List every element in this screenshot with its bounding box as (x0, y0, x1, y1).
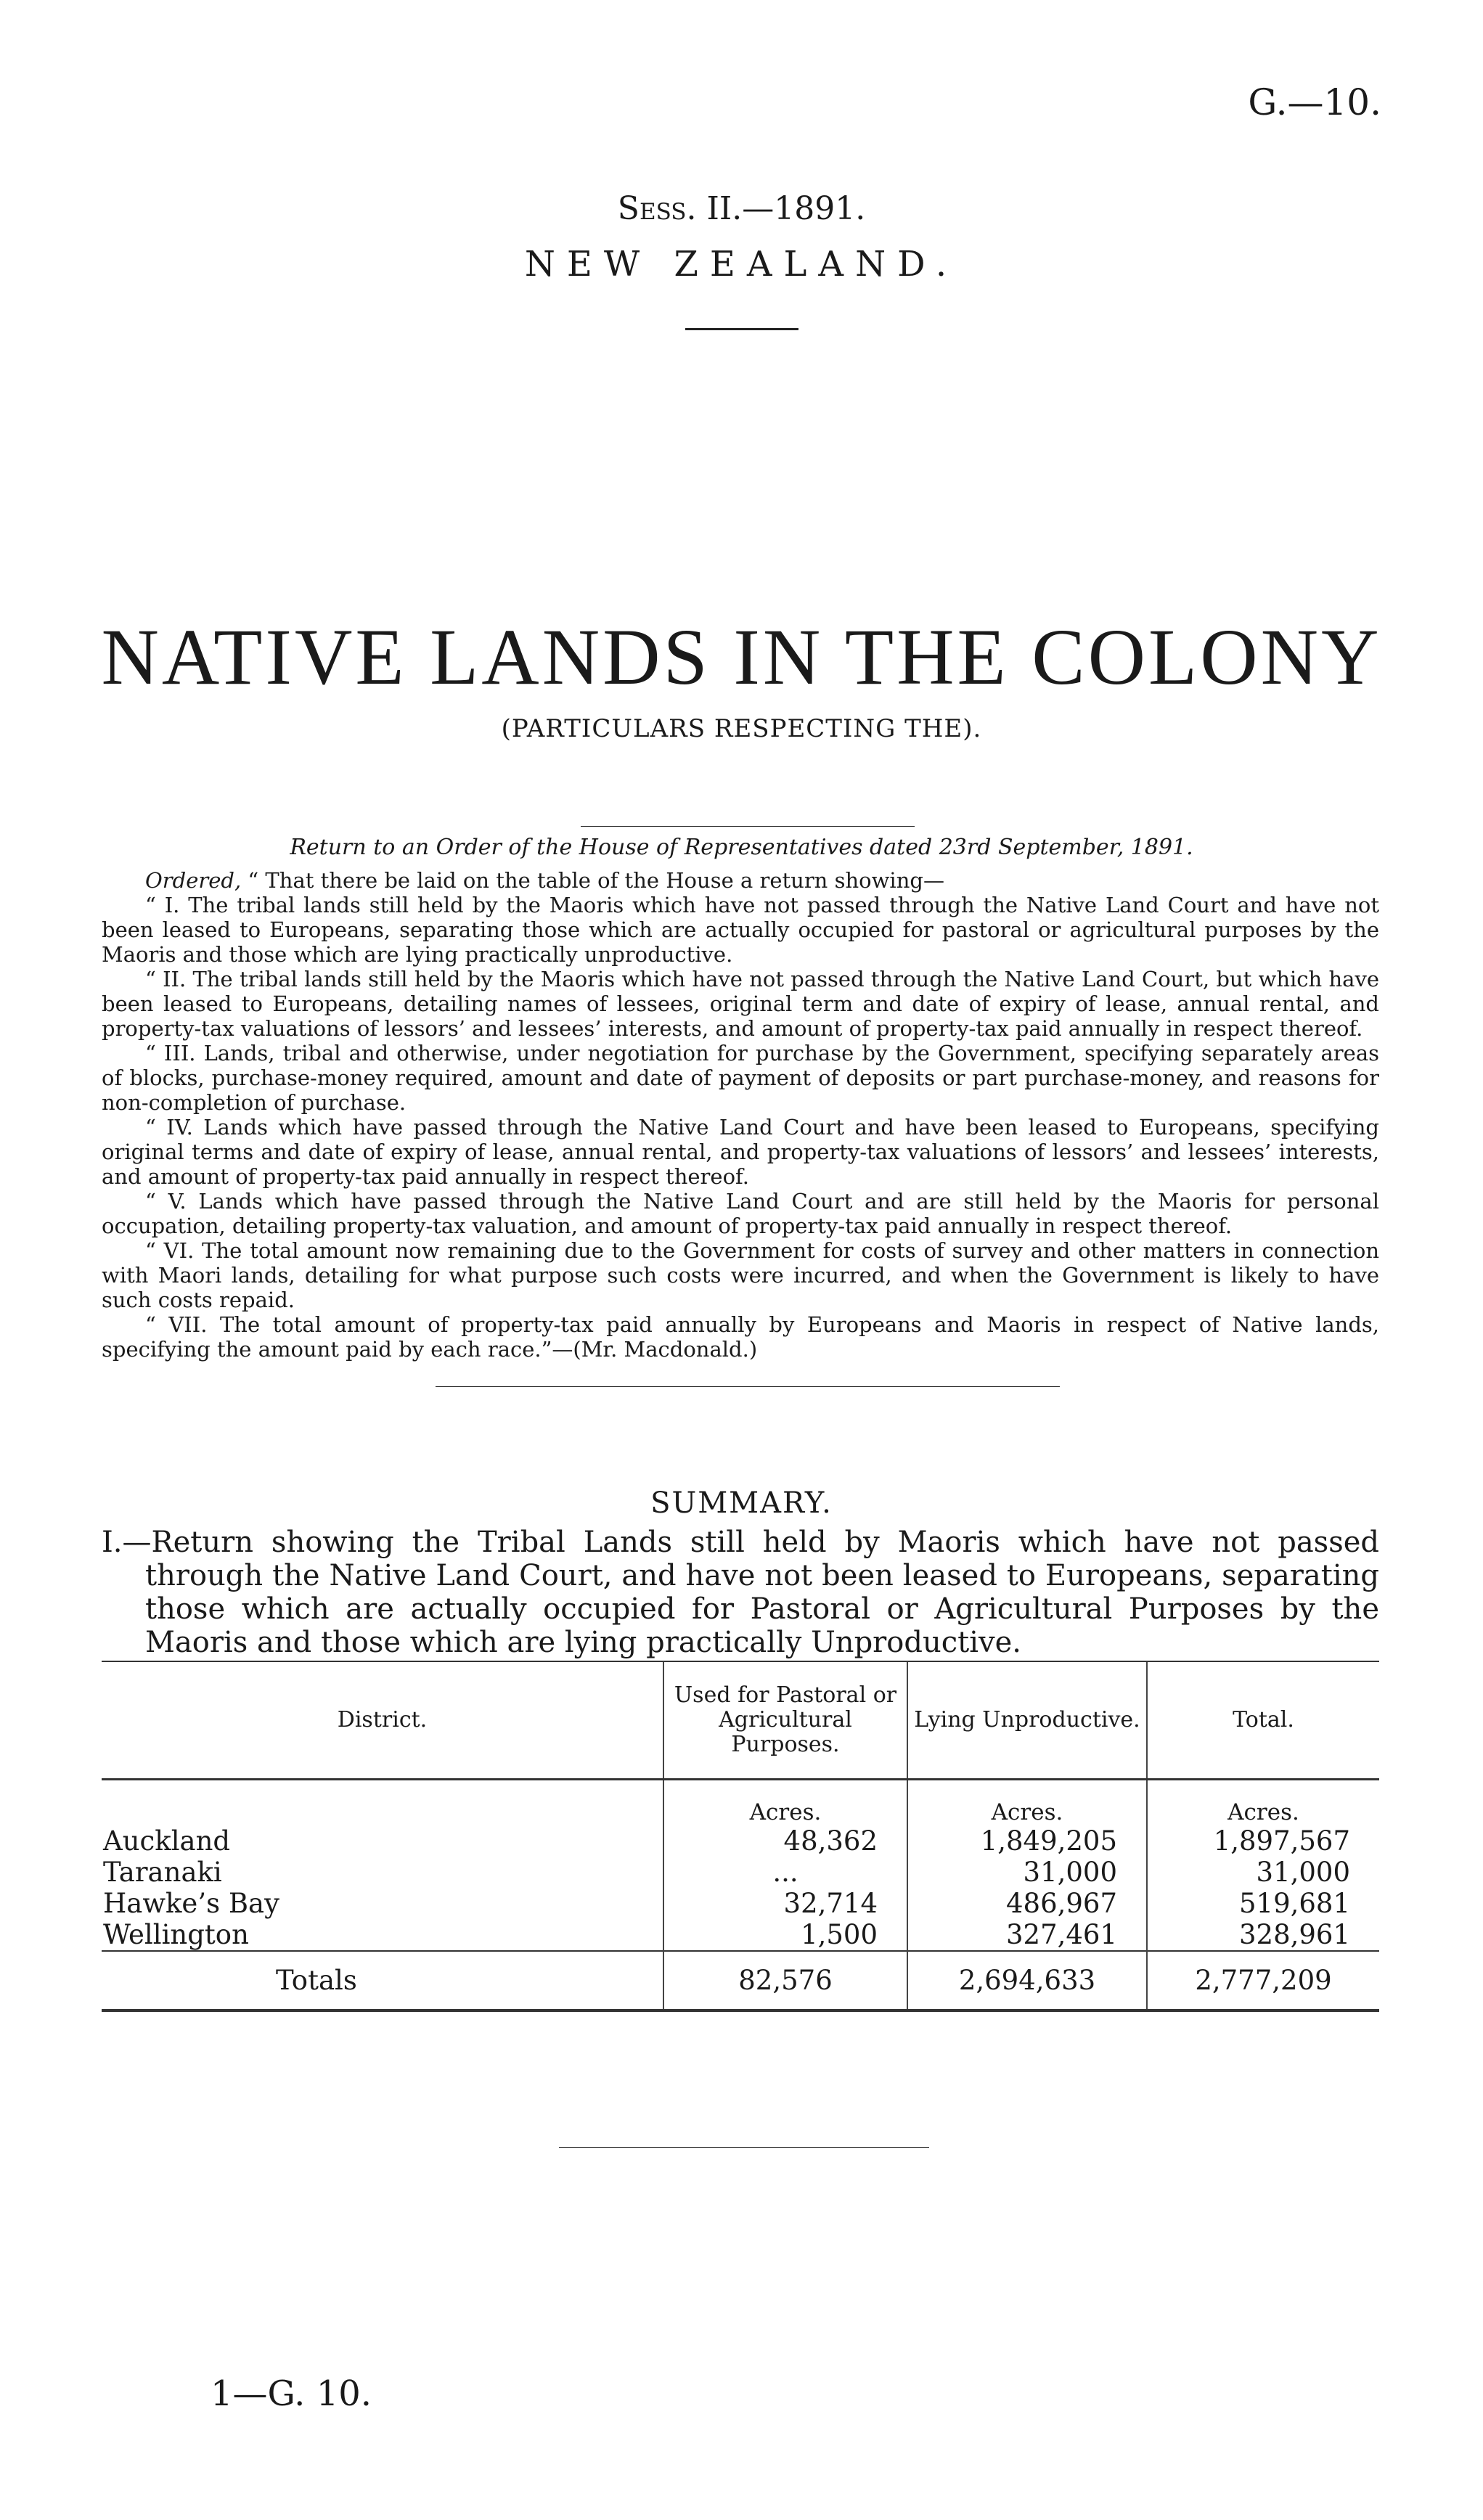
row-unproductive: 1,849,205 (907, 1825, 1147, 1857)
header-used: Used for Pastoral or Agricultural Purposes. (663, 1661, 907, 1780)
closing-divider (559, 2147, 929, 2148)
totals-used: 82,576 (663, 1951, 907, 2010)
units-total: Acres. (1147, 1780, 1379, 1826)
order-divider (436, 1386, 1060, 1387)
row-district: Hawke’s Bay (103, 1888, 279, 1919)
row-used: 1,500 (663, 1919, 907, 1951)
row-unproductive: 31,000 (907, 1857, 1147, 1888)
order-intro-label: Ordered, (145, 868, 242, 893)
summary-table (102, 1661, 1379, 2012)
header-district: District. (102, 1661, 663, 1780)
order-item: “ I. The tribal lands still held by the Maoris which have not passed through the Native Land Court and have not been leased to Europeans, separating those which are actually occupied for pastoral or agricultural purposes by the Maoris and those which are lying practically unproductive. (102, 893, 1379, 967)
units-used: Acres. (663, 1780, 907, 1826)
order-item: “ II. The tribal lands still held by the Maoris which have not passed through the Native Land Court, but which have been leased to Europeans, detailing names of lessees, original term and date of expiry of lease, annual rental, and property-tax valuations of lessors’ and lessees’ interests, and amount of property-tax paid annually in respect thereof. (102, 967, 1379, 1041)
order-text (102, 868, 1379, 1362)
totals-total: 2,777,209 (1147, 1951, 1379, 2010)
header-total: Total. (1147, 1661, 1379, 1780)
totals-label: Totals (102, 1951, 663, 2010)
page-title: NATIVE LANDS IN THE COLONY (101, 613, 1382, 701)
row-district: Taranaki (103, 1857, 222, 1888)
row-district: Wellington (103, 1919, 249, 1950)
row-used: 48,362 (663, 1825, 907, 1857)
order-item: “ VII. The total amount of property-tax paid annually by Europeans and Maoris in respect of Native lands, specifying the amount paid by each race.”—(Mr. Macdonald.) (102, 1312, 1379, 1362)
units-row (102, 1780, 1379, 1826)
order-intro-text: “ That there be laid on the table of the House a return showing— (248, 868, 944, 893)
summary-table-wrap (102, 1661, 1379, 2012)
title-divider (581, 826, 915, 827)
row-total: 519,681 (1147, 1888, 1379, 1919)
order-intro (102, 868, 1379, 893)
summary-description: I.—Return showing the Tribal Lands still held by Maoris which have not passed through the Native Land Court, and have not been leased to Europeans, separating those which are actually occupied for Pastoral or Agricultural Purposes by the Maoris and those which are lying practically Unproductive. (102, 1526, 1379, 1659)
row-total: 31,000 (1147, 1857, 1379, 1888)
country-heading: NEW ZEALAND. (524, 244, 959, 285)
order-item: “ IV. Lands which have passed through the Native Land Court and have been leased to Europeans, specifying original terms and date of expiry of lease, annual rental, and property-tax valuations of lessors’ and lessees’ interests, and amount of property-tax paid annually in respect thereof. (102, 1115, 1379, 1189)
table-row (102, 1825, 1379, 1857)
row-district: Auckland (103, 1825, 231, 1857)
table-row (102, 1888, 1379, 1919)
summary-heading: SUMMARY. (650, 1486, 833, 1520)
return-line: Return to an Order of the House of Representatives dated 23rd September, 1891. (290, 835, 1193, 860)
page-subtitle: (PARTICULARS RESPECTING THE). (501, 714, 982, 743)
header-divider (685, 328, 798, 330)
session-line: Sess. II.—1891. (617, 190, 866, 227)
order-item: “ V. Lands which have passed through the Native Land Court and are still held by the Maoris for personal occupation, detailing property-tax valuation, and amount of property-tax paid annually in respect thereof. (102, 1189, 1379, 1238)
table-row (102, 1919, 1379, 1951)
row-unproductive: 486,967 (907, 1888, 1147, 1919)
row-used: ... (663, 1857, 907, 1888)
row-used: 32,714 (663, 1888, 907, 1919)
document-reference: G.—10. (1248, 81, 1381, 123)
table-row (102, 1857, 1379, 1888)
table-header-row (102, 1661, 1379, 1780)
header-unproductive: Lying Unproductive. (907, 1661, 1147, 1780)
totals-unproductive: 2,694,633 (907, 1951, 1147, 2010)
units-unproductive: Acres. (907, 1780, 1147, 1826)
page-footer: 1—G. 10. (211, 2373, 372, 2414)
totals-row (102, 1951, 1379, 2010)
order-item: “ VI. The total amount now remaining due to the Government for costs of survey and other matters in connection with Maori lands, detailing for what purpose such costs were incurred, and when the Government is likely to have such costs repaid. (102, 1238, 1379, 1312)
order-item: “ III. Lands, tribal and otherwise, under negotiation for purchase by the Government, specifying separately areas of blocks, purchase-money required, amount and date of payment of deposits or part purchase-money, and reasons for non-completion of purchase. (102, 1041, 1379, 1115)
row-total: 1,897,567 (1147, 1825, 1379, 1857)
row-total: 328,961 (1147, 1919, 1379, 1951)
units-spacer (102, 1780, 663, 1826)
row-unproductive: 327,461 (907, 1919, 1147, 1951)
